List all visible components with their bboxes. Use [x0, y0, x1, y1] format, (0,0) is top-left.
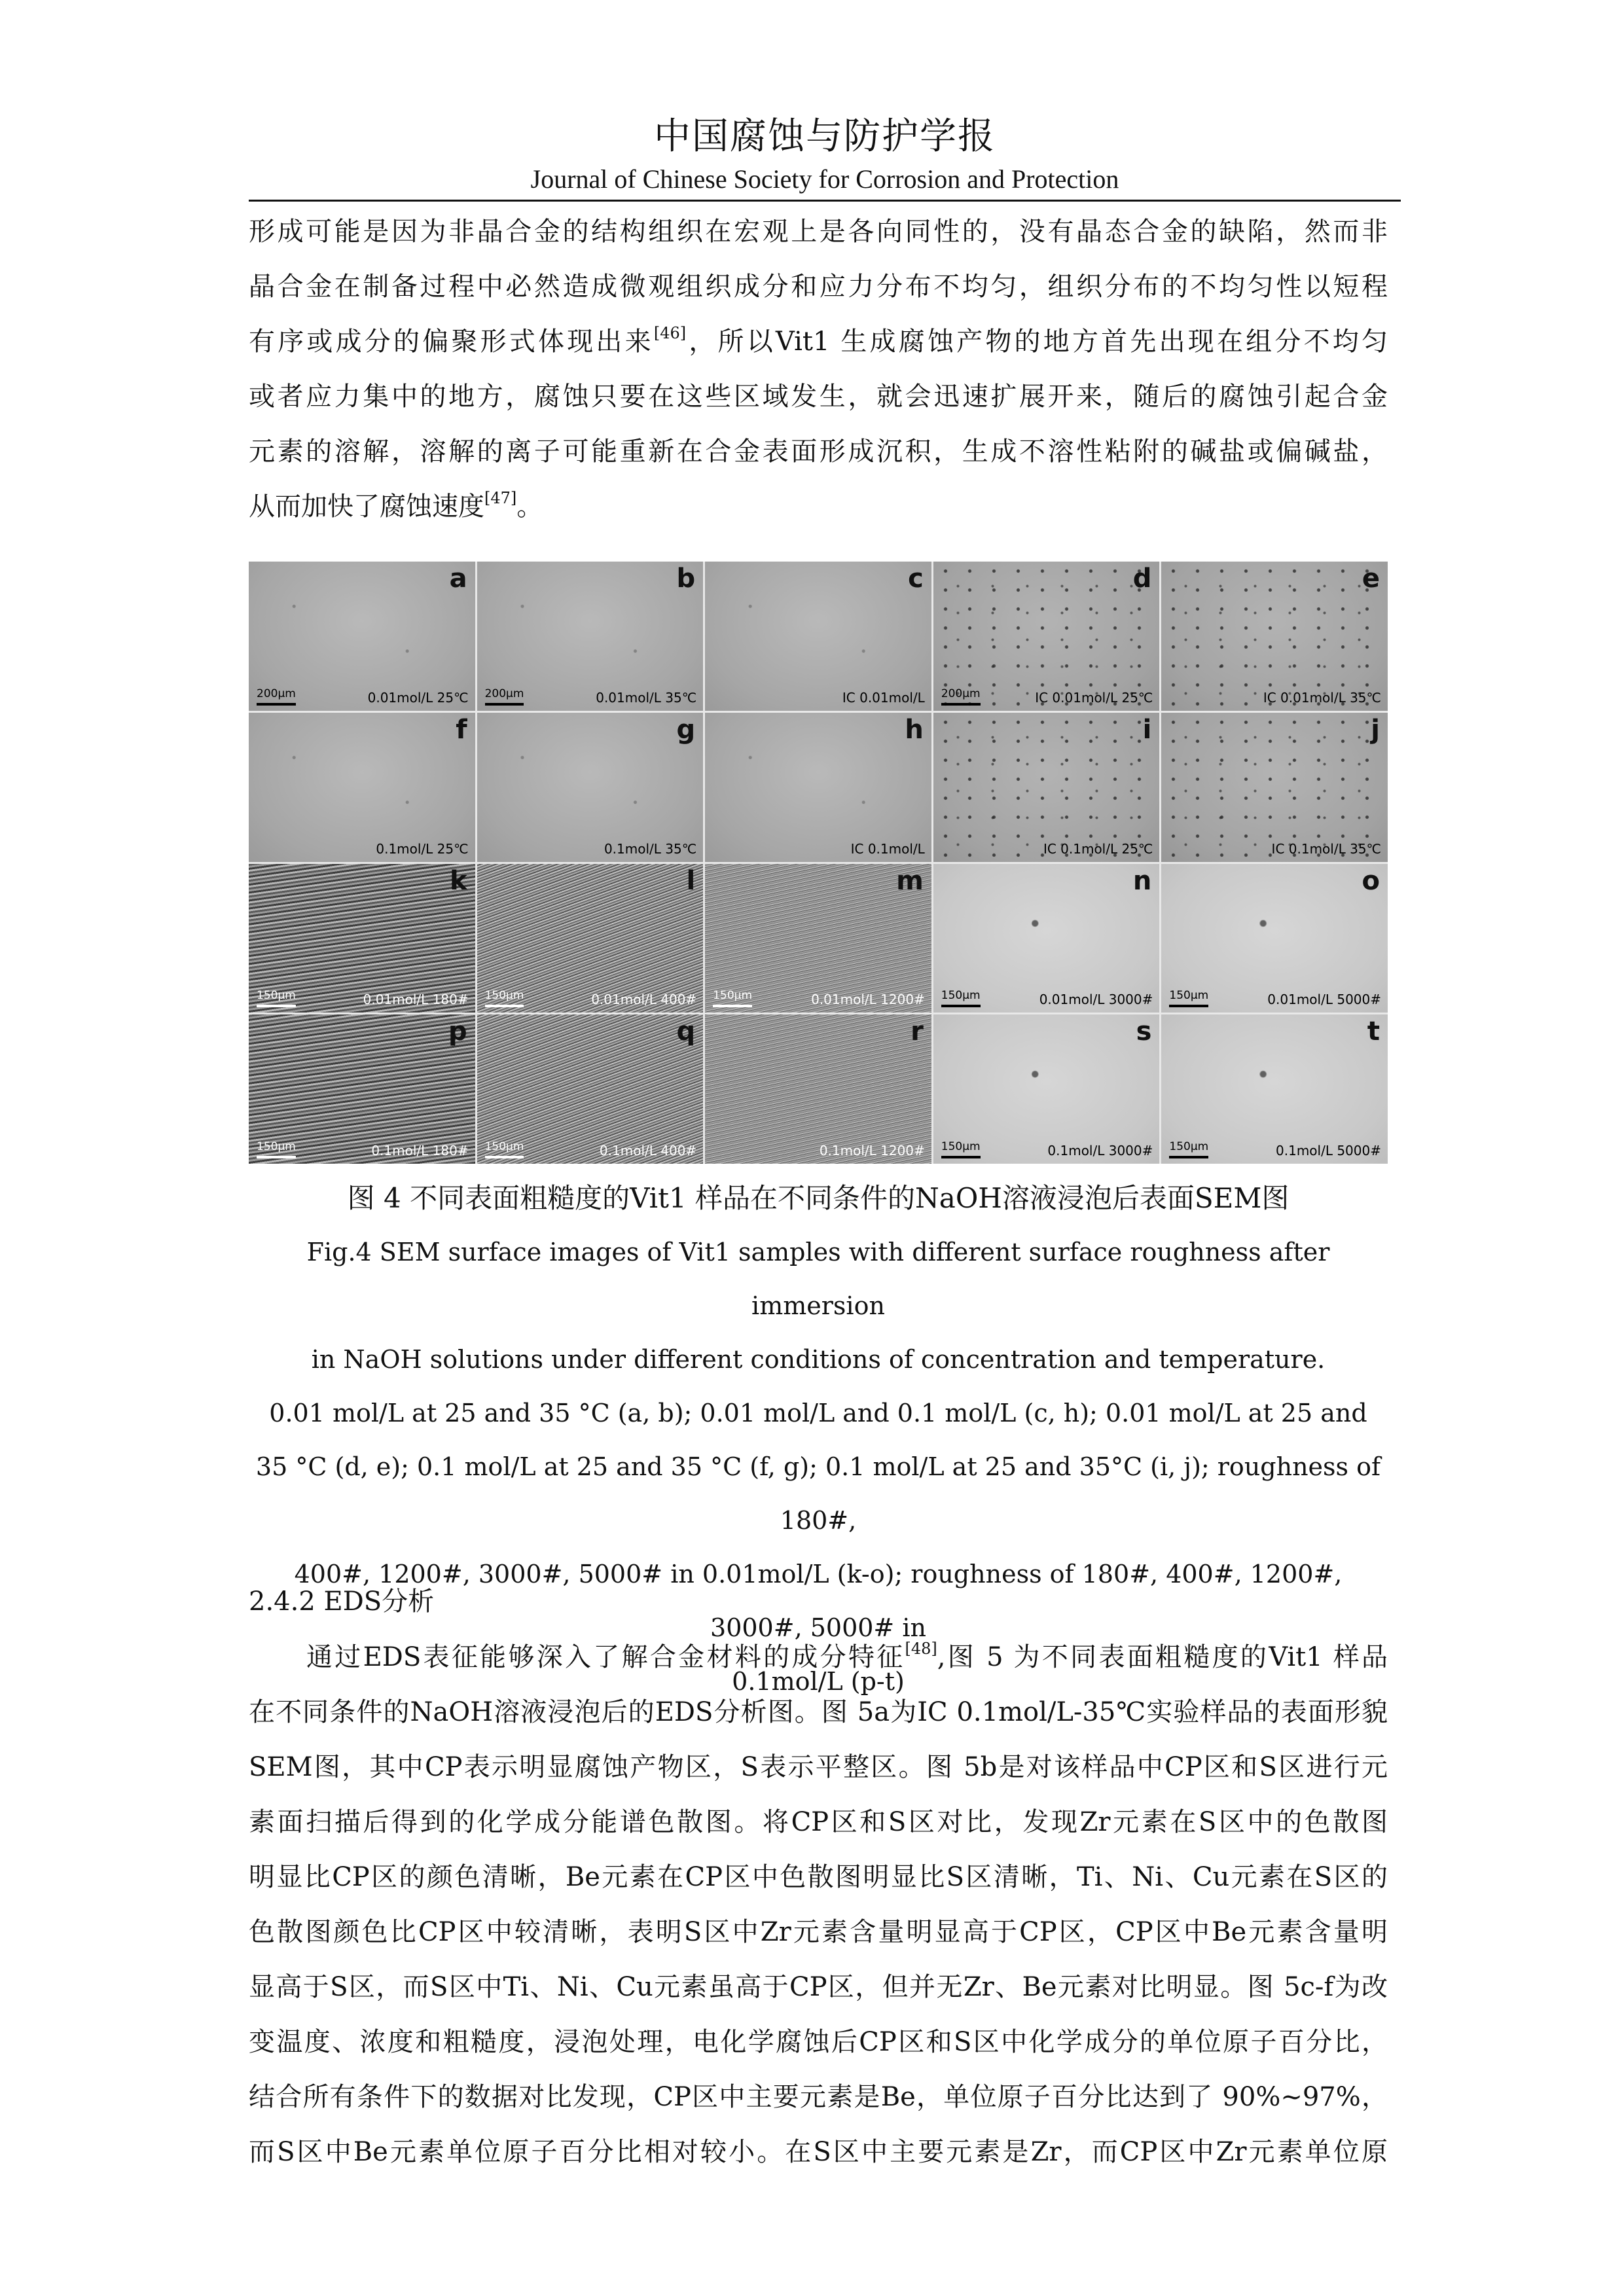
panel-condition-label: 0.1mol/L 400# — [599, 1143, 697, 1158]
sem-panel-k — [249, 864, 475, 1013]
panel-condition-label: 0.01mol/L 5000# — [1267, 992, 1381, 1008]
scale-bar: 150μm — [941, 989, 981, 1007]
scale-bar: 150μm — [485, 1140, 524, 1158]
paragraph-line: 元素的溶解，溶解的离子可能重新在合金表面形成沉积，生成不溶性粘附的碱盐或偏碱盐， — [249, 437, 1388, 467]
panel-condition-label: IC 0.1mol/L — [850, 840, 925, 857]
panel-condition-label: 0.01mol/L 400# — [591, 992, 697, 1008]
panel-condition-label: 0.01mol/L 25℃ — [367, 689, 469, 706]
scale-bar: 150μm — [1169, 1140, 1208, 1158]
paragraph-line: 显高于S区，而S区中Ti、Ni、Cu元素虽高于CP区，但并无Zr、Be元素对比明显。图 5c-f为改 — [249, 1972, 1388, 2002]
panel-condition-label: 0.01mol/L 35℃ — [596, 689, 697, 706]
scale-bar: 150μm — [1169, 989, 1208, 1007]
citation-46: [46] — [653, 324, 687, 342]
citation-47: [47] — [484, 489, 517, 507]
sem-figure-grid — [249, 562, 1388, 1164]
sem-panel-d — [933, 562, 1160, 711]
paragraph-line: 色散图颜色比CP区中较清晰，表明S区中Zr元素含量明显高于CP区，CP区中Be元素含量明 — [249, 1917, 1388, 1947]
panel-letter: o — [1362, 865, 1380, 896]
sem-panel-o — [1161, 864, 1388, 1013]
panel-condition-label: 0.01mol/L 1200# — [811, 992, 925, 1008]
panel-letter: d — [1132, 564, 1152, 594]
caption-line: 400#, 1200#, 3000#, 5000# in 0.01mol/L (k-o); roughness of 180#, 400#, 1200#, 3000#, 5000# in — [294, 1560, 1343, 1642]
paragraph-text: 。 — [516, 492, 543, 522]
sem-panel-h — [705, 713, 931, 862]
scale-bar: 200μm — [257, 687, 296, 706]
paragraph-line: 晶合金在制备过程中必然造成微观组织成分和应力分布不均匀，组织分布的不均匀性以短程 — [249, 272, 1388, 302]
paragraph-line: 变温度、浓度和粗糙度，浸泡处理，电化学腐蚀后CP区和S区中化学成分的单位原子百分比， — [249, 2027, 1388, 2057]
scale-bar: 150μm — [485, 989, 524, 1007]
paragraph-text: ，所以Vit1 生成腐蚀产物的地方首先出现在组分不均匀 — [686, 327, 1388, 357]
paragraph-text: ,图 5 为不同表面粗糙度的Vit1 样品 — [937, 1642, 1388, 1672]
figure-caption-cn: 图 4 不同表面粗糙度的Vit1 样品在不同条件的NaOH溶液浸泡后表面SEM图 — [347, 1182, 1290, 1214]
panel-condition-label: 0.1mol/L 3000# — [1047, 1143, 1153, 1158]
sem-panel-g — [477, 713, 704, 862]
paragraph-1 — [249, 204, 1388, 534]
paragraph-line: 素面扫描后得到的化学成分能谱色散图。将CP区和S区对比，发现Zr元素在S区中的色散图 — [249, 1807, 1388, 1837]
panel-letter: i — [1142, 714, 1152, 745]
panel-condition-label: 0.1mol/L 1200# — [819, 1143, 925, 1158]
scale-bar: 200μm — [941, 687, 981, 706]
scale-bar: 150μm — [713, 989, 752, 1007]
paragraph-line: 明显比CP区的颜色清晰，Be元素在CP区中色散图明显比S区清晰，Ti、Ni、Cu元素在S区的 — [249, 1862, 1388, 1892]
panel-condition-label: 0.1mol/L 5000# — [1276, 1143, 1381, 1158]
panel-letter: k — [449, 865, 467, 896]
scale-bar: 150μm — [257, 1140, 296, 1158]
panel-condition-label: 0.1mol/L 180# — [371, 1143, 469, 1158]
paragraph-line: 而S区中Be元素单位原子百分比相对较小。在S区中主要元素是Zr，而CP区中Zr元素单位原 — [249, 2137, 1388, 2167]
sem-panel-e — [1161, 562, 1388, 711]
journal-title-cn: 中国腐蚀与防护学报 — [654, 115, 996, 158]
sem-panel-b — [477, 562, 704, 711]
paragraph-line — [249, 1630, 1388, 1685]
panel-letter: c — [908, 564, 924, 594]
sem-panel-p — [249, 1014, 475, 1164]
paragraph-line: 或者应力集中的地方，腐蚀只要在这些区域发生，就会迅速扩展开来，随后的腐蚀引起合金 — [249, 382, 1388, 412]
panel-letter: g — [676, 714, 696, 745]
panel-letter: a — [449, 564, 467, 594]
paragraph-line — [249, 479, 1388, 534]
sem-panel-i — [933, 713, 1160, 862]
scale-bar: 200μm — [485, 687, 524, 706]
panel-condition-label: IC 0.01mol/L 35℃ — [1263, 689, 1381, 706]
sem-panel-t — [1161, 1014, 1388, 1164]
sem-panel-n — [933, 864, 1160, 1013]
paragraph-line — [249, 314, 1388, 369]
sem-panel-j — [1161, 713, 1388, 862]
panel-condition-label: 0.1mol/L 25℃ — [376, 840, 469, 857]
panel-condition-label: 0.01mol/L 180# — [363, 992, 469, 1008]
scale-bar: 150μm — [257, 989, 296, 1007]
panel-letter: e — [1362, 564, 1380, 594]
figure-caption — [249, 1172, 1388, 1225]
sem-panel-m — [705, 864, 931, 1013]
paragraph-text: 通过EDS表征能够深入了解合金材料的成分特征 — [306, 1642, 905, 1672]
journal-title-en: Journal of Chinese Society for Corrosion and Protection — [530, 164, 1119, 194]
caption-line: 0.01 mol/L at 25 and 35 °C (a, b); 0.01 mol/L and 0.1 mol/L (c, h); 0.01 mol/L at 25 and — [269, 1399, 1367, 1427]
panel-condition-label: 0.1mol/L 35℃ — [604, 840, 697, 857]
panel-condition-label: IC 0.1mol/L 25℃ — [1043, 840, 1153, 857]
paragraph-2 — [249, 1630, 1388, 2179]
paragraph-text: 从而加快了腐蚀速度 — [249, 492, 484, 522]
panel-letter: l — [686, 865, 696, 896]
scale-bar: 150μm — [941, 1140, 981, 1158]
paragraph-line: 在不同条件的NaOH溶液浸泡后的EDS分析图。图 5a为IC 0.1mol/L-35℃实验样品的表面形貌 — [249, 1697, 1388, 1727]
sem-panel-q — [477, 1014, 704, 1164]
citation-48: [48] — [905, 1640, 937, 1658]
panel-letter: n — [1132, 865, 1152, 896]
sem-panel-r — [705, 1014, 931, 1164]
panel-condition-label: IC 0.1mol/L 35℃ — [1271, 840, 1381, 857]
panel-letter: s — [1136, 1016, 1152, 1047]
caption-line: in NaOH solutions under different conditions of concentration and temperature. — [311, 1345, 1326, 1374]
section-heading: 2.4.2 EDS分析 — [249, 1587, 435, 1617]
paragraph-line: 形成可能是因为非晶合金的结构组织在宏观上是各向同性的，没有晶态合金的缺陷，然而非 — [249, 217, 1388, 247]
panel-letter: b — [676, 564, 696, 594]
panel-letter: h — [905, 714, 924, 745]
panel-letter: p — [448, 1016, 467, 1047]
panel-condition-label: IC 0.01mol/L 25℃ — [1035, 689, 1153, 706]
sem-panel-a — [249, 562, 475, 711]
header-rule — [249, 200, 1401, 202]
sem-panel-c — [705, 562, 931, 711]
caption-line: 35 °C (d, e); 0.1 mol/L at 25 and 35 °C (f, g); 0.1 mol/L at 25 and 35°C (i, j); roughness of 180#, — [255, 1452, 1381, 1535]
paragraph-line: 结合所有条件下的数据对比发现，CP区中主要元素是Be，单位原子百分比达到了 90%~97%， — [249, 2082, 1388, 2112]
sem-panel-l — [477, 864, 704, 1013]
panel-letter: m — [896, 865, 924, 896]
sem-panel-f — [249, 713, 475, 862]
sem-panel-s — [933, 1014, 1160, 1164]
paragraph-line: SEM图，其中CP表示明显腐蚀产物区，S表示平整区。图 5b是对该样品中CP区和S区进行元 — [249, 1752, 1388, 1782]
panel-condition-label: IC 0.01mol/L — [842, 689, 925, 706]
paragraph-text: 有序或成分的偏聚形式体现出来 — [249, 327, 654, 357]
panel-letter: f — [456, 714, 467, 745]
panel-condition-label: 0.01mol/L 3000# — [1039, 992, 1153, 1008]
panel-letter: j — [1371, 714, 1380, 745]
panel-letter: r — [911, 1016, 924, 1047]
journal-header — [249, 111, 1401, 196]
panel-letter: t — [1367, 1016, 1380, 1047]
caption-line: Fig.4 SEM surface images of Vit1 samples with different surface roughness after immersion — [306, 1238, 1330, 1320]
panel-letter: q — [676, 1016, 696, 1047]
caption-line: 0.1mol/L (p-t) — [732, 1667, 905, 1696]
